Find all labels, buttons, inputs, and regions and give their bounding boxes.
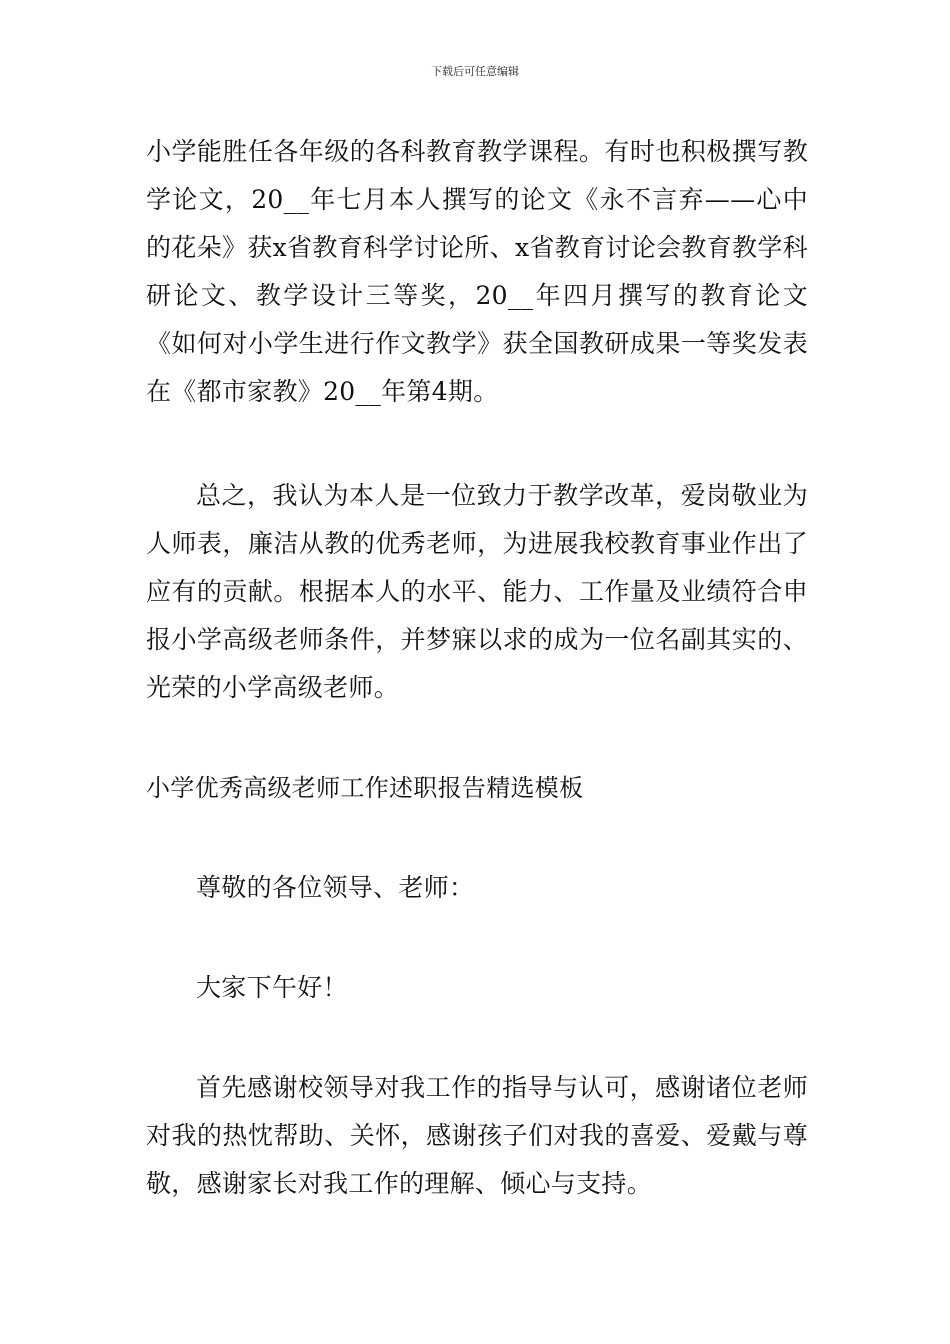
section-title: 小学优秀高级老师工作述职报告精选模板	[146, 774, 584, 802]
paragraph-thesis-awards: 小学能胜任各年级的各科教育教学课程。有时也积极撰写教学论文，20__年七月本人撰写的论文《永不言弃——心中的花朵》获x省教育科学讨论所、x省教育讨论会教育教学科研论文、教学设计三等奖，20__年四月撰写的教育论文《如何对小学生进行作文教学》获全国教研成果一等奖发表在《都市家教》20__年第4期。	[146, 137, 808, 406]
greeting: 大家下午好！	[196, 973, 348, 1002]
salutation: 尊敬的各位领导、老师：	[196, 873, 475, 902]
paragraph-conclusion: 总之，我认为本人是一位致力于教学改革，爱岗敬业为人师表，廉洁从教的优秀老师，为进展我校教育事业作出了应有的贡献。根据本人的水平、能力、工作量及业绩符合申报小学高级老师条件，并梦寐以求的成为一位名副其实的、光荣的小学高级老师。	[146, 481, 808, 702]
document-body	[146, 128, 808, 1208]
header-note: 下载后可任意编辑	[431, 65, 519, 78]
paragraph-thanks: 首先感谢校领导对我工作的指导与认可，感谢诸位老师对我的热忱帮助、关怀，感谢孩子们对我的喜爱、爱戴与尊敬，感谢家长对我工作的理解、倾心与支持。	[146, 1073, 808, 1198]
